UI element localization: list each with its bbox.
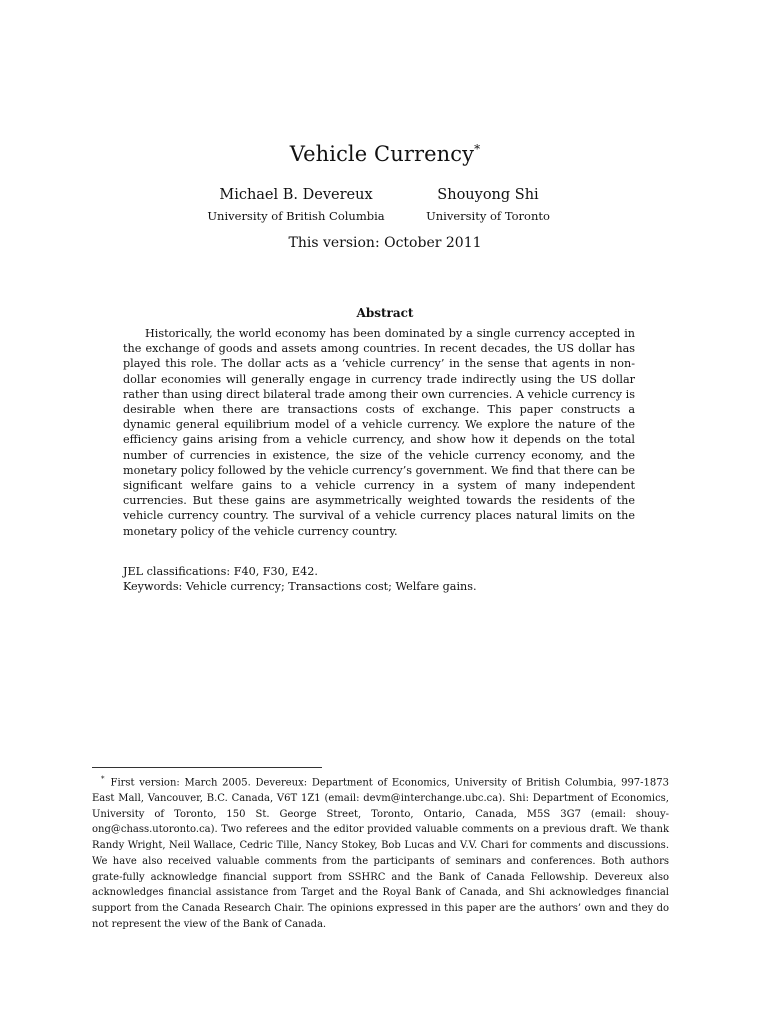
footnote <box>92 772 669 932</box>
abstract-heading: Abstract <box>356 306 414 320</box>
author-affiliation: University of Toronto <box>426 209 550 223</box>
author-name: Shouyong Shi <box>437 187 539 203</box>
jel-classifications: JEL classifications: F40, F30, E42. <box>123 565 318 578</box>
author-affiliation: University of British Columbia <box>207 209 385 223</box>
author-block-shi <box>368 186 608 225</box>
paper-title <box>0 142 770 166</box>
footnote-text: First version: March 2005. Devereux: Department of Economics, University of British Columbia, 997-1873 East Mall, Vancouver, B.C. Canada, V6T 1Z1 (email: devm@interchange.ubc.ca). Shi: Department of Economics, University of Toronto, 150 St. George Street, Toronto, Ontario, Canada, M5S 3G7 (email: shouy-ong@chass.utoronto.ca). Two referees and the editor provided valuable comments on a previous draft. We thank Randy Wright, Neil Wallace, Cedric Tille, Nancy Stokey, Bob Lucas and V.V. Chari for comments and discussions. We have also received valuable comments from the participants of seminars and conferences. Both authors grate-fully acknowledge financial support from SSHRC and the Bank of Canada Fellowship. Devereux also acknowledges financial assistance from Target and the Royal Bank of Canada, and Shi acknowledges financial support from the Canada Research Chair. The opinions expressed in this paper are the authors’ own and they do not represent the view of the Bank of Canada. <box>92 777 669 930</box>
footnote-divider <box>92 767 322 768</box>
classification-block <box>123 564 635 594</box>
title-footnote-marker: * <box>474 142 481 156</box>
paper-title-text: Vehicle Currency <box>289 142 475 166</box>
abstract-text: Historically, the world economy has been dominated by a single currency accepted in the exchange of goods and assets among countries. In recent decades, the US dollar has played this role. The dollar acts as a ‘vehicle currency’ in the sense that agents in non-dollar economies will generally engage in currency trade indirectly using the US dollar rather than using direct bilateral trade among their own currencies. A vehicle currency is desirable when there are transactions costs of exchange. This paper constructs a dynamic general equilibrium model of a vehicle currency. We explore the nature of the efficiency gains arising from a vehicle currency, and show how it depends on the total number of currencies in existence, the size of the vehicle currency economy, and the monetary policy followed by the vehicle currency’s government. We find that there can be significant welfare gains to a vehicle currency in a system of many independent currencies. But these gains are asymmetrically weighted towards the residents of the vehicle currency country. The survival of a vehicle currency places natural limits on the monetary policy of the vehicle currency country. <box>123 327 635 538</box>
footnote-marker: * <box>101 775 105 783</box>
keywords: Keywords: Vehicle currency; Transactions cost; Welfare gains. <box>123 580 477 594</box>
version-date: This version: October 2011 <box>288 235 482 251</box>
author-name: Michael B. Devereux <box>219 187 373 203</box>
